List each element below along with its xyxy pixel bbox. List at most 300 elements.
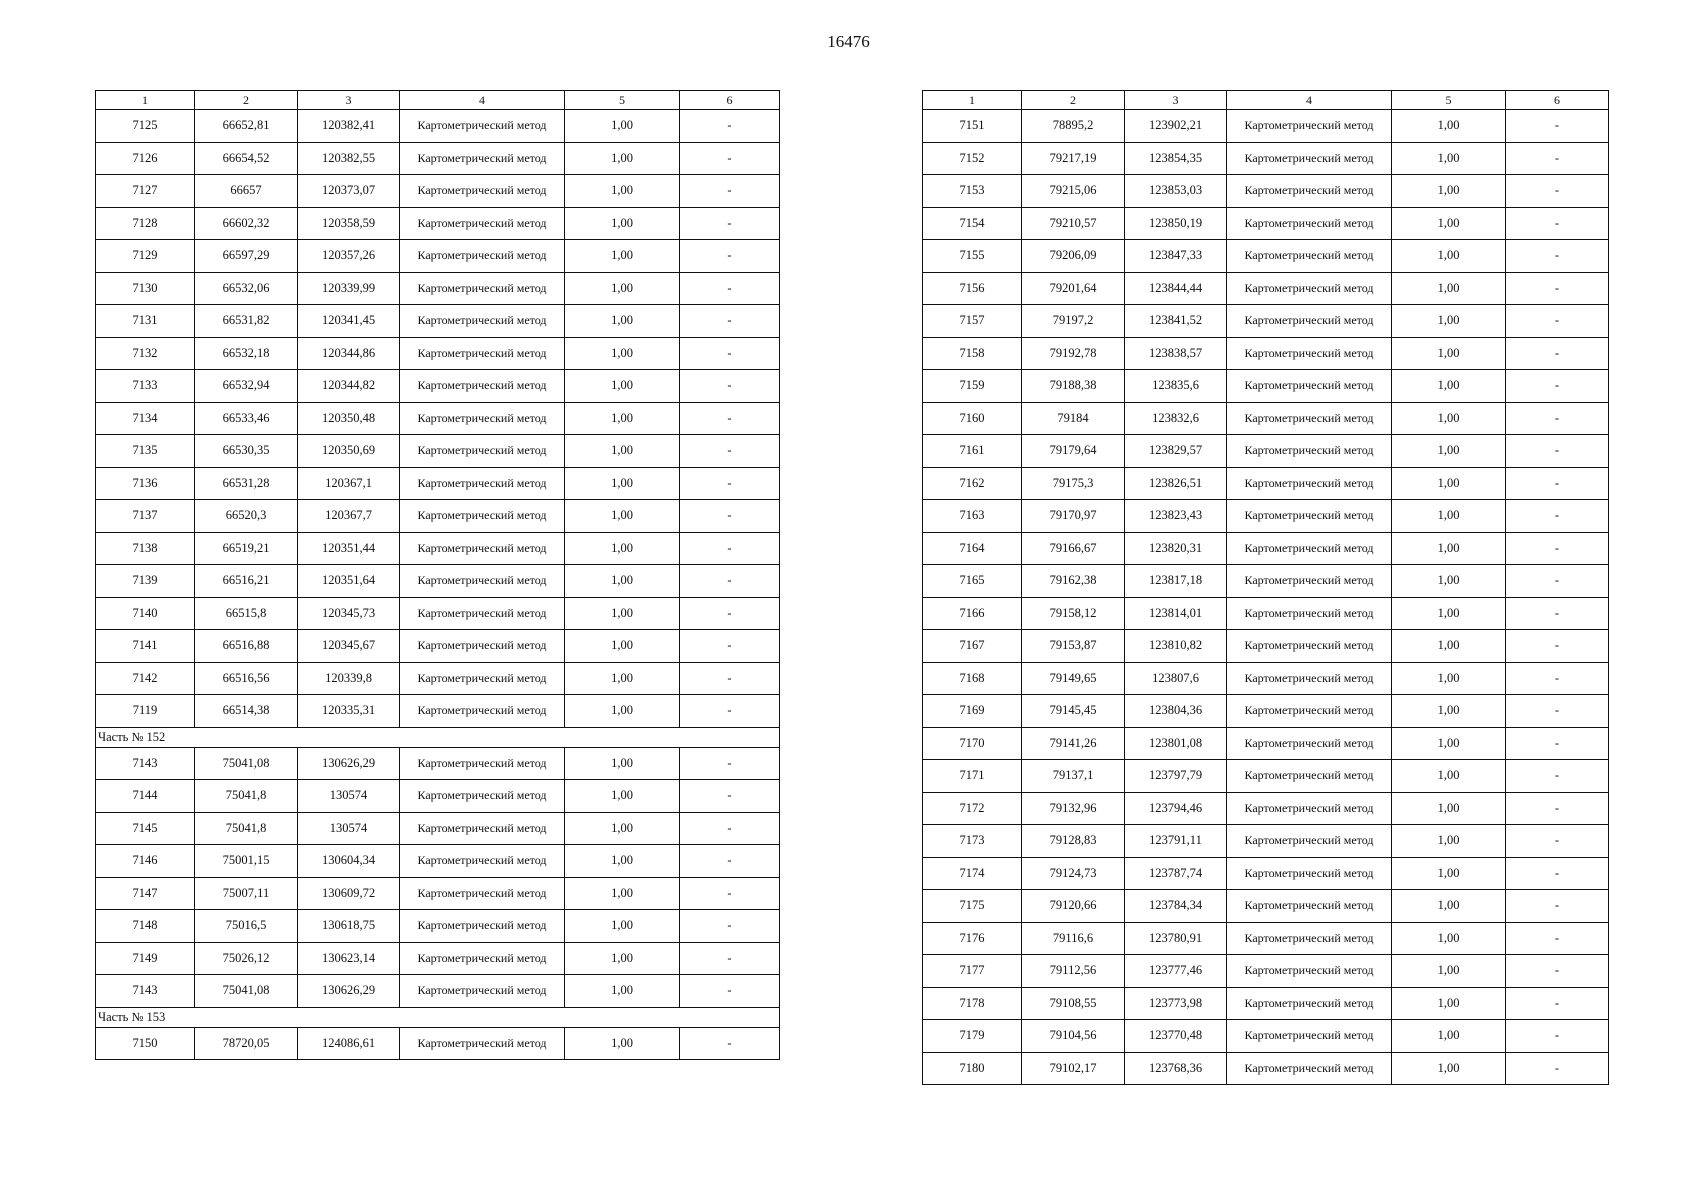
point-number-cell: 7147 bbox=[96, 877, 195, 910]
x-coordinate-cell: 79120,66 bbox=[1022, 890, 1125, 923]
method-cell: Картометрический метод bbox=[1227, 1020, 1392, 1053]
method-cell: Картометрический метод bbox=[1227, 110, 1392, 143]
method-cell: Картометрический метод bbox=[400, 597, 565, 630]
description-cell: - bbox=[680, 747, 780, 780]
point-number-cell: 7152 bbox=[923, 142, 1022, 175]
point-number-cell: 7157 bbox=[923, 305, 1022, 338]
accuracy-cell: 1,00 bbox=[1392, 857, 1506, 890]
page-number: 16476 bbox=[827, 32, 870, 51]
point-number-cell: 7146 bbox=[96, 845, 195, 878]
table-row bbox=[923, 142, 1609, 175]
description-cell: - bbox=[1506, 1020, 1609, 1053]
table-row bbox=[923, 792, 1609, 825]
x-coordinate-cell: 66532,94 bbox=[195, 370, 298, 403]
y-coordinate-cell: 120344,86 bbox=[298, 337, 400, 370]
accuracy-cell: 1,00 bbox=[1392, 207, 1506, 240]
x-coordinate-cell: 79188,38 bbox=[1022, 370, 1125, 403]
point-number-cell: 7143 bbox=[96, 975, 195, 1008]
method-cell: Картометрический метод bbox=[1227, 402, 1392, 435]
description-cell: - bbox=[680, 812, 780, 845]
x-coordinate-cell: 66515,8 bbox=[195, 597, 298, 630]
table-row bbox=[923, 825, 1609, 858]
method-cell: Картометрический метод bbox=[1227, 500, 1392, 533]
column-header: 2 bbox=[1022, 91, 1125, 110]
method-cell: Картометрический метод bbox=[1227, 272, 1392, 305]
method-cell: Картометрический метод bbox=[400, 435, 565, 468]
point-number-cell: 7145 bbox=[96, 812, 195, 845]
point-number-cell: 7128 bbox=[96, 207, 195, 240]
accuracy-cell: 1,00 bbox=[1392, 890, 1506, 923]
y-coordinate-cell: 120335,31 bbox=[298, 695, 400, 728]
description-cell: - bbox=[1506, 175, 1609, 208]
method-cell: Картометрический метод bbox=[400, 845, 565, 878]
description-cell: - bbox=[1506, 1052, 1609, 1085]
table-row bbox=[923, 467, 1609, 500]
y-coordinate-cell: 123832,6 bbox=[1125, 402, 1227, 435]
accuracy-cell: 1,00 bbox=[565, 812, 680, 845]
table-row bbox=[96, 532, 780, 565]
point-number-cell: 7158 bbox=[923, 337, 1022, 370]
y-coordinate-cell: 120341,45 bbox=[298, 305, 400, 338]
y-coordinate-cell: 123787,74 bbox=[1125, 857, 1227, 890]
accuracy-cell: 1,00 bbox=[565, 877, 680, 910]
point-number-cell: 7130 bbox=[96, 272, 195, 305]
x-coordinate-cell: 66602,32 bbox=[195, 207, 298, 240]
y-coordinate-cell: 123817,18 bbox=[1125, 565, 1227, 598]
point-number-cell: 7138 bbox=[96, 532, 195, 565]
table-row bbox=[923, 272, 1609, 305]
y-coordinate-cell: 123797,79 bbox=[1125, 760, 1227, 793]
description-cell: - bbox=[680, 630, 780, 663]
point-number-cell: 7180 bbox=[923, 1052, 1022, 1085]
description-cell: - bbox=[680, 500, 780, 533]
description-cell: - bbox=[1506, 890, 1609, 923]
method-cell: Картометрический метод bbox=[1227, 467, 1392, 500]
table-row bbox=[923, 532, 1609, 565]
method-cell: Картометрический метод bbox=[400, 747, 565, 780]
x-coordinate-cell: 66516,88 bbox=[195, 630, 298, 663]
header-row bbox=[96, 91, 780, 110]
method-cell: Картометрический метод bbox=[1227, 370, 1392, 403]
table-row bbox=[96, 780, 780, 813]
description-cell: - bbox=[680, 370, 780, 403]
point-number-cell: 7177 bbox=[923, 955, 1022, 988]
x-coordinate-cell: 78895,2 bbox=[1022, 110, 1125, 143]
description-cell: - bbox=[1506, 370, 1609, 403]
point-number-cell: 7132 bbox=[96, 337, 195, 370]
description-cell: - bbox=[1506, 662, 1609, 695]
point-number-cell: 7129 bbox=[96, 240, 195, 273]
x-coordinate-cell: 79145,45 bbox=[1022, 695, 1125, 728]
description-cell: - bbox=[1506, 857, 1609, 890]
description-cell: - bbox=[680, 1027, 780, 1060]
description-cell: - bbox=[680, 910, 780, 943]
x-coordinate-cell: 79141,26 bbox=[1022, 727, 1125, 760]
method-cell: Картометрический метод bbox=[1227, 792, 1392, 825]
description-cell: - bbox=[1506, 337, 1609, 370]
y-coordinate-cell: 123829,57 bbox=[1125, 435, 1227, 468]
y-coordinate-cell: 123780,91 bbox=[1125, 922, 1227, 955]
description-cell: - bbox=[680, 942, 780, 975]
point-number-cell: 7161 bbox=[923, 435, 1022, 468]
x-coordinate-cell: 79137,1 bbox=[1022, 760, 1125, 793]
x-coordinate-cell: 79217,19 bbox=[1022, 142, 1125, 175]
method-cell: Картометрический метод bbox=[400, 337, 565, 370]
table-row bbox=[923, 597, 1609, 630]
table-row bbox=[923, 1020, 1609, 1053]
y-coordinate-cell: 130574 bbox=[298, 812, 400, 845]
y-coordinate-cell: 120350,48 bbox=[298, 402, 400, 435]
point-number-cell: 7131 bbox=[96, 305, 195, 338]
method-cell: Картометрический метод bbox=[1227, 890, 1392, 923]
description-cell: - bbox=[1506, 630, 1609, 663]
description-cell: - bbox=[680, 662, 780, 695]
description-cell: - bbox=[680, 845, 780, 878]
x-coordinate-cell: 79170,97 bbox=[1022, 500, 1125, 533]
description-cell: - bbox=[1506, 207, 1609, 240]
x-coordinate-cell: 79179,64 bbox=[1022, 435, 1125, 468]
description-cell: - bbox=[680, 565, 780, 598]
table-row bbox=[923, 305, 1609, 338]
y-coordinate-cell: 120382,55 bbox=[298, 142, 400, 175]
y-coordinate-cell: 130626,29 bbox=[298, 747, 400, 780]
point-number-cell: 7143 bbox=[96, 747, 195, 780]
y-coordinate-cell: 123791,11 bbox=[1125, 825, 1227, 858]
method-cell: Картометрический метод bbox=[1227, 1052, 1392, 1085]
description-cell: - bbox=[680, 467, 780, 500]
method-cell: Картометрический метод bbox=[400, 207, 565, 240]
x-coordinate-cell: 79184 bbox=[1022, 402, 1125, 435]
method-cell: Картометрический метод bbox=[1227, 142, 1392, 175]
column-header: 3 bbox=[1125, 91, 1227, 110]
y-coordinate-cell: 120339,8 bbox=[298, 662, 400, 695]
accuracy-cell: 1,00 bbox=[565, 467, 680, 500]
point-number-cell: 7140 bbox=[96, 597, 195, 630]
table-row bbox=[923, 240, 1609, 273]
x-coordinate-cell: 79206,09 bbox=[1022, 240, 1125, 273]
point-number-cell: 7154 bbox=[923, 207, 1022, 240]
description-cell: - bbox=[680, 695, 780, 728]
method-cell: Картометрический метод bbox=[400, 975, 565, 1008]
table-row bbox=[96, 747, 780, 780]
accuracy-cell: 1,00 bbox=[1392, 305, 1506, 338]
x-coordinate-cell: 79215,06 bbox=[1022, 175, 1125, 208]
column-header: 1 bbox=[96, 91, 195, 110]
point-number-cell: 7164 bbox=[923, 532, 1022, 565]
accuracy-cell: 1,00 bbox=[1392, 500, 1506, 533]
column-header: 6 bbox=[680, 91, 780, 110]
accuracy-cell: 1,00 bbox=[1392, 1020, 1506, 1053]
y-coordinate-cell: 123820,31 bbox=[1125, 532, 1227, 565]
y-coordinate-cell: 124086,61 bbox=[298, 1027, 400, 1060]
x-coordinate-cell: 79162,38 bbox=[1022, 565, 1125, 598]
column-header: 3 bbox=[298, 91, 400, 110]
method-cell: Картометрический метод bbox=[1227, 207, 1392, 240]
method-cell: Картометрический метод bbox=[1227, 922, 1392, 955]
header-row bbox=[923, 91, 1609, 110]
table-row bbox=[96, 975, 780, 1008]
left-coordinates-table bbox=[95, 90, 780, 1060]
table-row bbox=[923, 922, 1609, 955]
x-coordinate-cell: 66532,06 bbox=[195, 272, 298, 305]
accuracy-cell: 1,00 bbox=[1392, 402, 1506, 435]
table-row bbox=[96, 207, 780, 240]
x-coordinate-cell: 66519,21 bbox=[195, 532, 298, 565]
y-coordinate-cell: 120373,07 bbox=[298, 175, 400, 208]
method-cell: Картометрический метод bbox=[400, 370, 565, 403]
point-number-cell: 7144 bbox=[96, 780, 195, 813]
x-coordinate-cell: 75041,08 bbox=[195, 975, 298, 1008]
point-number-cell: 7168 bbox=[923, 662, 1022, 695]
x-coordinate-cell: 66520,3 bbox=[195, 500, 298, 533]
accuracy-cell: 1,00 bbox=[565, 142, 680, 175]
x-coordinate-cell: 75016,5 bbox=[195, 910, 298, 943]
table-row bbox=[96, 240, 780, 273]
table-row bbox=[923, 630, 1609, 663]
method-cell: Картометрический метод bbox=[400, 695, 565, 728]
accuracy-cell: 1,00 bbox=[565, 337, 680, 370]
y-coordinate-cell: 130626,29 bbox=[298, 975, 400, 1008]
table-row bbox=[96, 942, 780, 975]
x-coordinate-cell: 75041,08 bbox=[195, 747, 298, 780]
accuracy-cell: 1,00 bbox=[565, 305, 680, 338]
y-coordinate-cell: 123847,33 bbox=[1125, 240, 1227, 273]
point-number-cell: 7153 bbox=[923, 175, 1022, 208]
accuracy-cell: 1,00 bbox=[1392, 1052, 1506, 1085]
description-cell: - bbox=[1506, 727, 1609, 760]
y-coordinate-cell: 120367,7 bbox=[298, 500, 400, 533]
description-cell: - bbox=[1506, 987, 1609, 1020]
method-cell: Картометрический метод bbox=[400, 910, 565, 943]
method-cell: Картометрический метод bbox=[400, 662, 565, 695]
accuracy-cell: 1,00 bbox=[1392, 792, 1506, 825]
table-row bbox=[96, 565, 780, 598]
method-cell: Картометрический метод bbox=[400, 812, 565, 845]
y-coordinate-cell: 123854,35 bbox=[1125, 142, 1227, 175]
table-row bbox=[96, 597, 780, 630]
x-coordinate-cell: 75026,12 bbox=[195, 942, 298, 975]
x-coordinate-cell: 66652,81 bbox=[195, 110, 298, 143]
x-coordinate-cell: 79104,56 bbox=[1022, 1020, 1125, 1053]
y-coordinate-cell: 123794,46 bbox=[1125, 792, 1227, 825]
table-row bbox=[96, 695, 780, 728]
method-cell: Картометрический метод bbox=[400, 500, 565, 533]
y-coordinate-cell: 123844,44 bbox=[1125, 272, 1227, 305]
description-cell: - bbox=[1506, 532, 1609, 565]
accuracy-cell: 1,00 bbox=[1392, 565, 1506, 598]
point-number-cell: 7162 bbox=[923, 467, 1022, 500]
x-coordinate-cell: 79175,3 bbox=[1022, 467, 1125, 500]
y-coordinate-cell: 130623,14 bbox=[298, 942, 400, 975]
x-coordinate-cell: 66657 bbox=[195, 175, 298, 208]
table-row bbox=[96, 1027, 780, 1060]
table-row bbox=[96, 910, 780, 943]
point-number-cell: 7127 bbox=[96, 175, 195, 208]
table-row bbox=[923, 110, 1609, 143]
point-number-cell: 7150 bbox=[96, 1027, 195, 1060]
description-cell: - bbox=[680, 110, 780, 143]
description-cell: - bbox=[680, 402, 780, 435]
point-number-cell: 7167 bbox=[923, 630, 1022, 663]
accuracy-cell: 1,00 bbox=[1392, 337, 1506, 370]
description-cell: - bbox=[1506, 597, 1609, 630]
point-number-cell: 7173 bbox=[923, 825, 1022, 858]
left-table-body bbox=[96, 110, 780, 1060]
method-cell: Картометрический метод bbox=[1227, 597, 1392, 630]
description-cell: - bbox=[1506, 565, 1609, 598]
x-coordinate-cell: 66514,38 bbox=[195, 695, 298, 728]
description-cell: - bbox=[1506, 305, 1609, 338]
y-coordinate-cell: 123850,19 bbox=[1125, 207, 1227, 240]
description-cell: - bbox=[1506, 402, 1609, 435]
method-cell: Картометрический метод bbox=[400, 780, 565, 813]
accuracy-cell: 1,00 bbox=[565, 565, 680, 598]
method-cell: Картометрический метод bbox=[400, 110, 565, 143]
table-row bbox=[923, 207, 1609, 240]
description-cell: - bbox=[1506, 792, 1609, 825]
table-row bbox=[96, 467, 780, 500]
point-number-cell: 7133 bbox=[96, 370, 195, 403]
method-cell: Картометрический метод bbox=[400, 240, 565, 273]
x-coordinate-cell: 79197,2 bbox=[1022, 305, 1125, 338]
accuracy-cell: 1,00 bbox=[565, 110, 680, 143]
y-coordinate-cell: 123902,21 bbox=[1125, 110, 1227, 143]
point-number-cell: 7119 bbox=[96, 695, 195, 728]
x-coordinate-cell: 75007,11 bbox=[195, 877, 298, 910]
description-cell: - bbox=[680, 435, 780, 468]
x-coordinate-cell: 79158,12 bbox=[1022, 597, 1125, 630]
method-cell: Картометрический метод bbox=[1227, 435, 1392, 468]
accuracy-cell: 1,00 bbox=[565, 532, 680, 565]
point-number-cell: 7156 bbox=[923, 272, 1022, 305]
x-coordinate-cell: 79102,17 bbox=[1022, 1052, 1125, 1085]
accuracy-cell: 1,00 bbox=[1392, 435, 1506, 468]
accuracy-cell: 1,00 bbox=[565, 747, 680, 780]
y-coordinate-cell: 120351,64 bbox=[298, 565, 400, 598]
description-cell: - bbox=[680, 597, 780, 630]
method-cell: Картометрический метод bbox=[1227, 825, 1392, 858]
column-header: 5 bbox=[1392, 91, 1506, 110]
description-cell: - bbox=[1506, 272, 1609, 305]
table-row bbox=[923, 435, 1609, 468]
method-cell: Картометрический метод bbox=[1227, 240, 1392, 273]
method-cell: Картометрический метод bbox=[1227, 727, 1392, 760]
method-cell: Картометрический метод bbox=[1227, 175, 1392, 208]
table-row bbox=[96, 877, 780, 910]
table-row bbox=[923, 337, 1609, 370]
description-cell: - bbox=[680, 272, 780, 305]
accuracy-cell: 1,00 bbox=[565, 630, 680, 663]
accuracy-cell: 1,00 bbox=[565, 240, 680, 273]
point-number-cell: 7163 bbox=[923, 500, 1022, 533]
x-coordinate-cell: 79149,65 bbox=[1022, 662, 1125, 695]
x-coordinate-cell: 66530,35 bbox=[195, 435, 298, 468]
accuracy-cell: 1,00 bbox=[565, 845, 680, 878]
point-number-cell: 7176 bbox=[923, 922, 1022, 955]
x-coordinate-cell: 66654,52 bbox=[195, 142, 298, 175]
method-cell: Картометрический метод bbox=[400, 630, 565, 663]
x-coordinate-cell: 79153,87 bbox=[1022, 630, 1125, 663]
method-cell: Картометрический метод bbox=[1227, 987, 1392, 1020]
point-number-cell: 7166 bbox=[923, 597, 1022, 630]
description-cell: - bbox=[1506, 922, 1609, 955]
x-coordinate-cell: 66516,21 bbox=[195, 565, 298, 598]
method-cell: Картометрический метод bbox=[400, 532, 565, 565]
point-number-cell: 7155 bbox=[923, 240, 1022, 273]
point-number-cell: 7179 bbox=[923, 1020, 1022, 1053]
table-row bbox=[96, 630, 780, 663]
point-number-cell: 7141 bbox=[96, 630, 195, 663]
point-number-cell: 7139 bbox=[96, 565, 195, 598]
method-cell: Картометрический метод bbox=[400, 1027, 565, 1060]
x-coordinate-cell: 66516,56 bbox=[195, 662, 298, 695]
point-number-cell: 7151 bbox=[923, 110, 1022, 143]
point-number-cell: 7171 bbox=[923, 760, 1022, 793]
x-coordinate-cell: 75041,8 bbox=[195, 812, 298, 845]
y-coordinate-cell: 123784,34 bbox=[1125, 890, 1227, 923]
description-cell: - bbox=[680, 975, 780, 1008]
column-header: 6 bbox=[1506, 91, 1609, 110]
accuracy-cell: 1,00 bbox=[1392, 175, 1506, 208]
method-cell: Картометрический метод bbox=[1227, 662, 1392, 695]
description-cell: - bbox=[1506, 110, 1609, 143]
description-cell: - bbox=[1506, 240, 1609, 273]
accuracy-cell: 1,00 bbox=[565, 942, 680, 975]
description-cell: - bbox=[1506, 825, 1609, 858]
table-row bbox=[923, 890, 1609, 923]
table-row bbox=[96, 435, 780, 468]
right-coordinates-table bbox=[922, 90, 1609, 1085]
y-coordinate-cell: 123841,52 bbox=[1125, 305, 1227, 338]
point-number-cell: 7136 bbox=[96, 467, 195, 500]
x-coordinate-cell: 66531,82 bbox=[195, 305, 298, 338]
accuracy-cell: 1,00 bbox=[1392, 240, 1506, 273]
description-cell: - bbox=[680, 337, 780, 370]
table-row bbox=[923, 760, 1609, 793]
method-cell: Картометрический метод bbox=[1227, 337, 1392, 370]
table-row bbox=[96, 142, 780, 175]
description-cell: - bbox=[680, 175, 780, 208]
column-header: 4 bbox=[1227, 91, 1392, 110]
table-row bbox=[923, 727, 1609, 760]
table-row bbox=[923, 955, 1609, 988]
y-coordinate-cell: 120344,82 bbox=[298, 370, 400, 403]
accuracy-cell: 1,00 bbox=[1392, 110, 1506, 143]
accuracy-cell: 1,00 bbox=[1392, 955, 1506, 988]
description-cell: - bbox=[680, 877, 780, 910]
y-coordinate-cell: 120382,41 bbox=[298, 110, 400, 143]
y-coordinate-cell: 123810,82 bbox=[1125, 630, 1227, 663]
method-cell: Картометрический метод bbox=[1227, 760, 1392, 793]
column-header: 4 bbox=[400, 91, 565, 110]
accuracy-cell: 1,00 bbox=[565, 975, 680, 1008]
y-coordinate-cell: 130604,34 bbox=[298, 845, 400, 878]
accuracy-cell: 1,00 bbox=[565, 695, 680, 728]
column-header: 5 bbox=[565, 91, 680, 110]
method-cell: Картометрический метод bbox=[400, 467, 565, 500]
x-coordinate-cell: 79112,56 bbox=[1022, 955, 1125, 988]
point-number-cell: 7125 bbox=[96, 110, 195, 143]
table-row bbox=[96, 337, 780, 370]
accuracy-cell: 1,00 bbox=[565, 662, 680, 695]
table-row bbox=[96, 812, 780, 845]
y-coordinate-cell: 123826,51 bbox=[1125, 467, 1227, 500]
x-coordinate-cell: 79166,67 bbox=[1022, 532, 1125, 565]
description-cell: - bbox=[680, 780, 780, 813]
method-cell: Картометрический метод bbox=[400, 402, 565, 435]
y-coordinate-cell: 123807,6 bbox=[1125, 662, 1227, 695]
right-table-body bbox=[923, 110, 1609, 1085]
